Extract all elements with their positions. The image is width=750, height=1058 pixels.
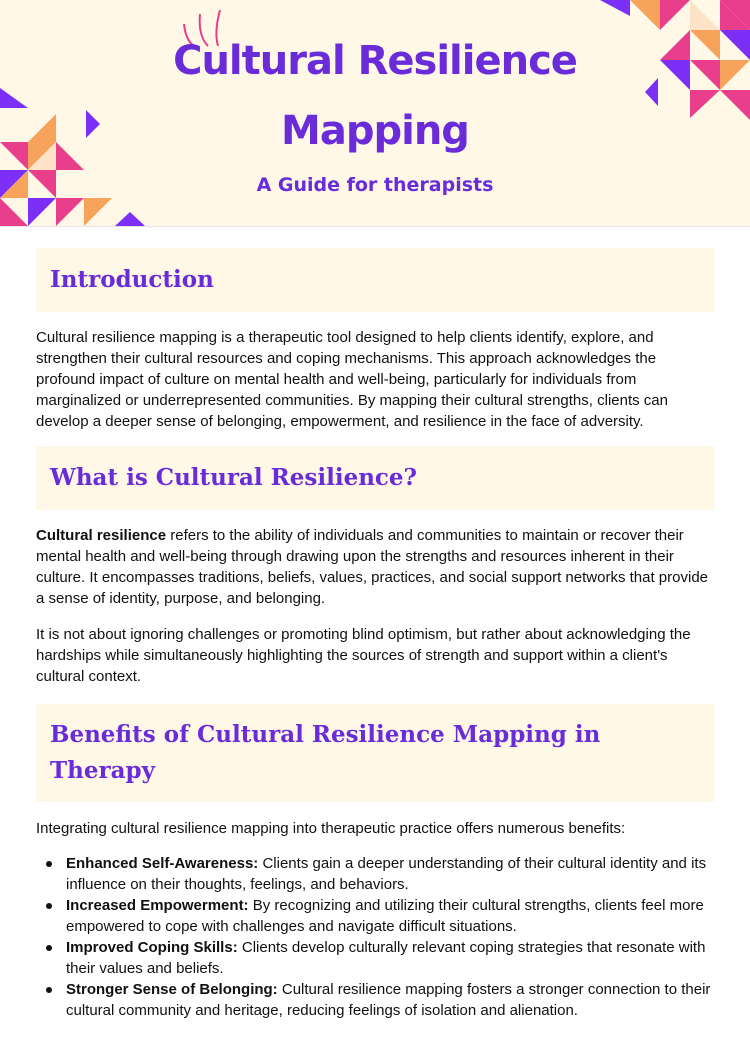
list-item	[36, 979, 716, 1021]
benefits-heading-line2: Therapy	[50, 757, 155, 784]
page-subtitle: A Guide for therapists	[256, 174, 494, 196]
benefits-heading	[50, 717, 600, 789]
bullet-icon	[46, 903, 52, 909]
list-item	[36, 895, 716, 937]
introduction-heading-box	[36, 248, 714, 312]
what-is-heading-box	[36, 446, 714, 510]
benefit-text: Clients develop culturally relevant coping strategies that resonate with their values and beliefs.	[66, 939, 706, 977]
benefit-text: Cultural resilience mapping fosters a stronger connection to their cultural community and heritage, reducing feelings of isolation and alienation.	[66, 981, 711, 1019]
cultural-resilience-term: Cultural resilience	[36, 527, 167, 544]
benefit-text: By recognizing and utilizing their cultural strengths, clients feel more empowered to cope with challenges and navigate difficult situations.	[66, 897, 704, 935]
what-is-paragraph-2: It is not about ignoring challenges or promoting blind optimism, but rather about acknowledging the hardships while simultaneously highlighting the sources of strength and support within a client's cultural context.	[36, 626, 691, 685]
page-title-line2: Mapping	[281, 108, 469, 154]
header-banner	[0, 0, 750, 227]
bullet-icon	[46, 945, 52, 951]
list-item	[36, 853, 716, 895]
bullet-icon	[46, 861, 52, 867]
benefits-intro: Integrating cultural resilience mapping into therapeutic practice offers numerous benefits:	[36, 820, 626, 837]
benefit-term: Increased Empowerment:	[66, 897, 249, 914]
bullet-icon	[46, 987, 52, 993]
benefits-heading-box	[36, 704, 714, 802]
benefit-term: Enhanced Self-Awareness:	[66, 855, 259, 872]
benefit-term: Improved Coping Skills:	[66, 939, 238, 956]
benefit-term: Stronger Sense of Belonging:	[66, 981, 278, 998]
benefits-heading-line1: Benefits of Cultural Resilience Mapping in	[50, 721, 601, 748]
what-is-paragraph-1	[36, 525, 716, 609]
list-item	[36, 937, 716, 979]
what-is-text-1: refers to the ability of individuals and communities to maintain or recover their mental health and well-being through drawing upon the strengths and resources inherent in their culture. It encompasses traditions, beliefs, values, practices, and social support networks that provide a sense of identity, purpose, and belonging.	[36, 527, 709, 607]
what-is-heading: What is Cultural Resilience?	[50, 464, 418, 491]
introduction-paragraph: Cultural resilience mapping is a therapeutic tool designed to help clients identify, explore, and strengthen their cultural resources and coping mechanisms. This approach acknowledges the profound impact of culture on mental health and well-being, particularly for individuals from marginalized or underrepresented communities. By mapping their cultural strengths, clients can develop a deeper sense of belonging, empowerment, and resilience in the face of adversity.	[36, 329, 668, 430]
page-title-line1: Cultural Resilience	[173, 38, 577, 84]
benefits-list	[36, 853, 716, 1021]
benefit-text: Clients gain a deeper understanding of their cultural identity and its influence on their thoughts, feelings, and behaviors.	[66, 855, 707, 893]
introduction-heading: Introduction	[50, 266, 214, 293]
